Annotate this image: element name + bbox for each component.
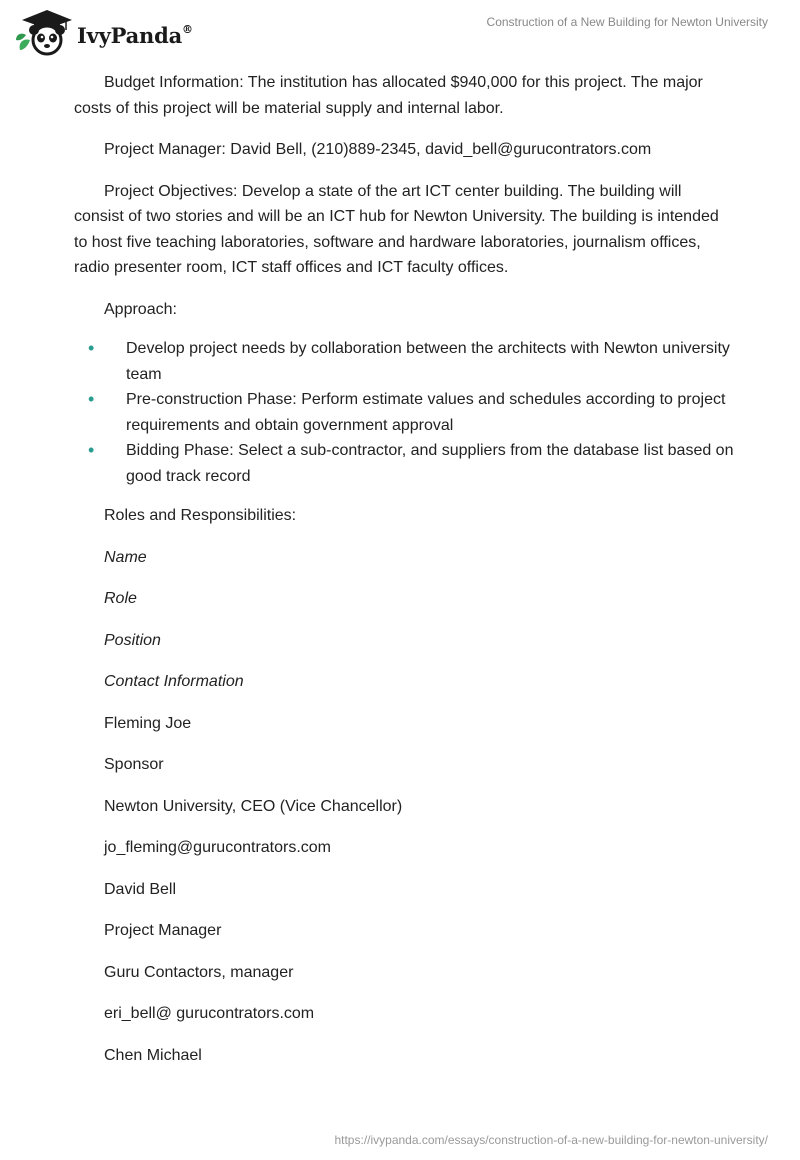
table-cell: David Bell [104, 880, 177, 898]
list-item: • Pre-construction Phase: Perform estimate values and schedules according to project requirements and obtain government approval [88, 389, 726, 434]
bullet-icon: • [88, 440, 95, 460]
header-position: Position [104, 631, 161, 649]
table-cell: eri_bell@ gurucontrators.com [104, 1005, 315, 1022]
document-title: Construction of a New Building for Newton University [486, 15, 768, 29]
table-cell: Fleming Joe [104, 714, 192, 732]
header-name: Name [104, 548, 147, 566]
ivypanda-logo[interactable] [14, 6, 204, 56]
budget-paragraph: Budget Information: The institution has allocated $940,000 for this project. The major costs of this project will be material supply and internal labor. [74, 74, 703, 117]
table-cell: Guru Contactors, manager [104, 963, 294, 981]
bullet-icon: • [88, 389, 95, 409]
table-cell: Chen Michael [104, 1046, 202, 1064]
table-cell: Project Manager [104, 922, 222, 939]
list-item: • Bidding Phase: Select a sub-contractor, and suppliers from the database list based on good track record [88, 440, 734, 485]
manager-paragraph: Project Manager: David Bell, (210)889-2345, david_bell@gurucontrators.com [104, 141, 652, 158]
objectives-paragraph: Project Objectives: Develop a state of the art ICT center building. The building will consist of two stories and will be an ICT hub for Newton University. The building is intended to host five teaching laboratories, software and hardware laboratories, journalism offices, radio presenter room, ICT staff offices and ICT faculty offices. [74, 182, 719, 276]
approach-label: Approach: [104, 300, 177, 318]
table-cell: jo_fleming@gurucontrators.com [104, 839, 332, 856]
source-url[interactable]: https://ivypanda.com/essays/construction-of-a-new-building-for-newton-university/ [334, 1133, 768, 1147]
roles-label: Roles and Responsibilities: [104, 507, 297, 524]
header-role: Role [104, 590, 137, 607]
essay-content [74, 70, 734, 1084]
header-contact: Contact Information [104, 673, 244, 690]
approach-list [74, 336, 734, 489]
list-item: • Develop project needs by collaboration between the architects with Newton university team [88, 338, 730, 383]
panda-mascot-icon [14, 6, 76, 56]
table-cell: Sponsor [104, 756, 164, 773]
brand-name: IvyPanda® [77, 23, 193, 48]
page-header [0, 0, 800, 60]
bullet-icon: • [88, 338, 95, 358]
table-cell: Newton University, CEO (Vice Chancellor) [104, 797, 403, 815]
